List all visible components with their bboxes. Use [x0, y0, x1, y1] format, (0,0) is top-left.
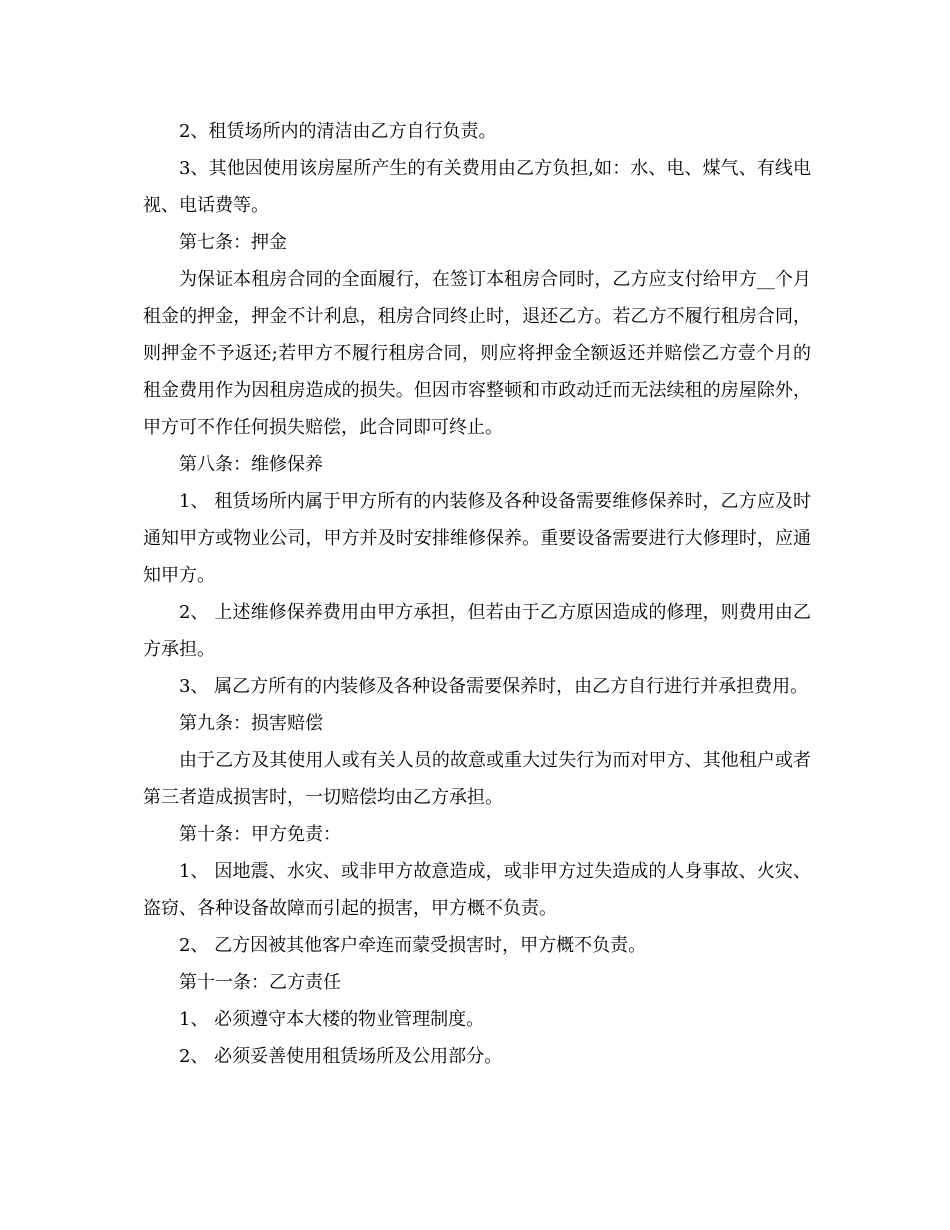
paragraph-deposit: 为保证本租房合同的全面履行，在签订本租房合同时，乙方应支付给甲方__个月租金的押金，押金不计利息，租房合同终止时，退还乙方。若乙方不履行租房合同，则押金不予返还;若甲方不履行租房合同，则应将押金全额返还并赔偿乙方壹个月的租金费用作为因租房造成的损失。但因市容整顿和市政动迁而无法续租的房屋除外，甲方可不作任何损失赔偿，此合同即可终止。 [143, 269, 811, 438]
paragraph-cleaning: 2、租赁场所内的清洁由乙方自行负责。 [179, 121, 497, 142]
paragraph-damages: 由于乙方及其使用人或有关人员的故意或重大过失行为而对甲方、其他租户或者第三者造成损害时，一切赔偿均由乙方承担。 [143, 750, 811, 808]
section-heading-deposit: 第七条：押金 [179, 232, 287, 253]
section-heading-lessee-responsibility: 第十一条：乙方责任 [179, 972, 341, 993]
document-body [143, 113, 811, 1075]
paragraph-exemption-2: 2、 乙方因被其他客户牵连而蒙受损害时，甲方概不负责。 [179, 935, 647, 956]
paragraph-maintenance-1: 1、 租赁场所内属于甲方所有的内装修及各种设备需要维修保养时，乙方应及时通知甲方或物业公司，甲方并及时安排维修保养。重要设备需要进行大修理时，应通知甲方。 [143, 491, 811, 586]
paragraph-exemption-1: 1、 因地震、水灾、或非甲方故意造成，或非甲方过失造成的人身事故、火灾、盗窃、各种设备故障而引起的损害，甲方概不负责。 [143, 861, 811, 919]
paragraph-maintenance-2: 2、 上述维修保养费用由甲方承担，但若由于乙方原因造成的修理，则费用由乙方承担。 [143, 602, 811, 660]
section-heading-damages: 第九条：损害赔偿 [179, 713, 323, 734]
paragraph-other-fees: 3、其他因使用该房屋所产生的有关费用由乙方负担,如：水、电、煤气、有线电视、电话费等。 [143, 158, 811, 216]
section-heading-lessor-exemption: 第十条：甲方免责： [179, 824, 341, 845]
section-heading-maintenance: 第八条：维修保养 [179, 454, 323, 475]
paragraph-maintenance-3: 3、 属乙方所有的内装修及各种设备需要保养时，由乙方自行进行并承担费用。 [179, 676, 809, 697]
paragraph-responsibility-2: 2、 必须妥善使用租赁场所及公用部分。 [179, 1046, 503, 1067]
paragraph-responsibility-1: 1、 必须遵守本大楼的物业管理制度。 [179, 1009, 485, 1030]
